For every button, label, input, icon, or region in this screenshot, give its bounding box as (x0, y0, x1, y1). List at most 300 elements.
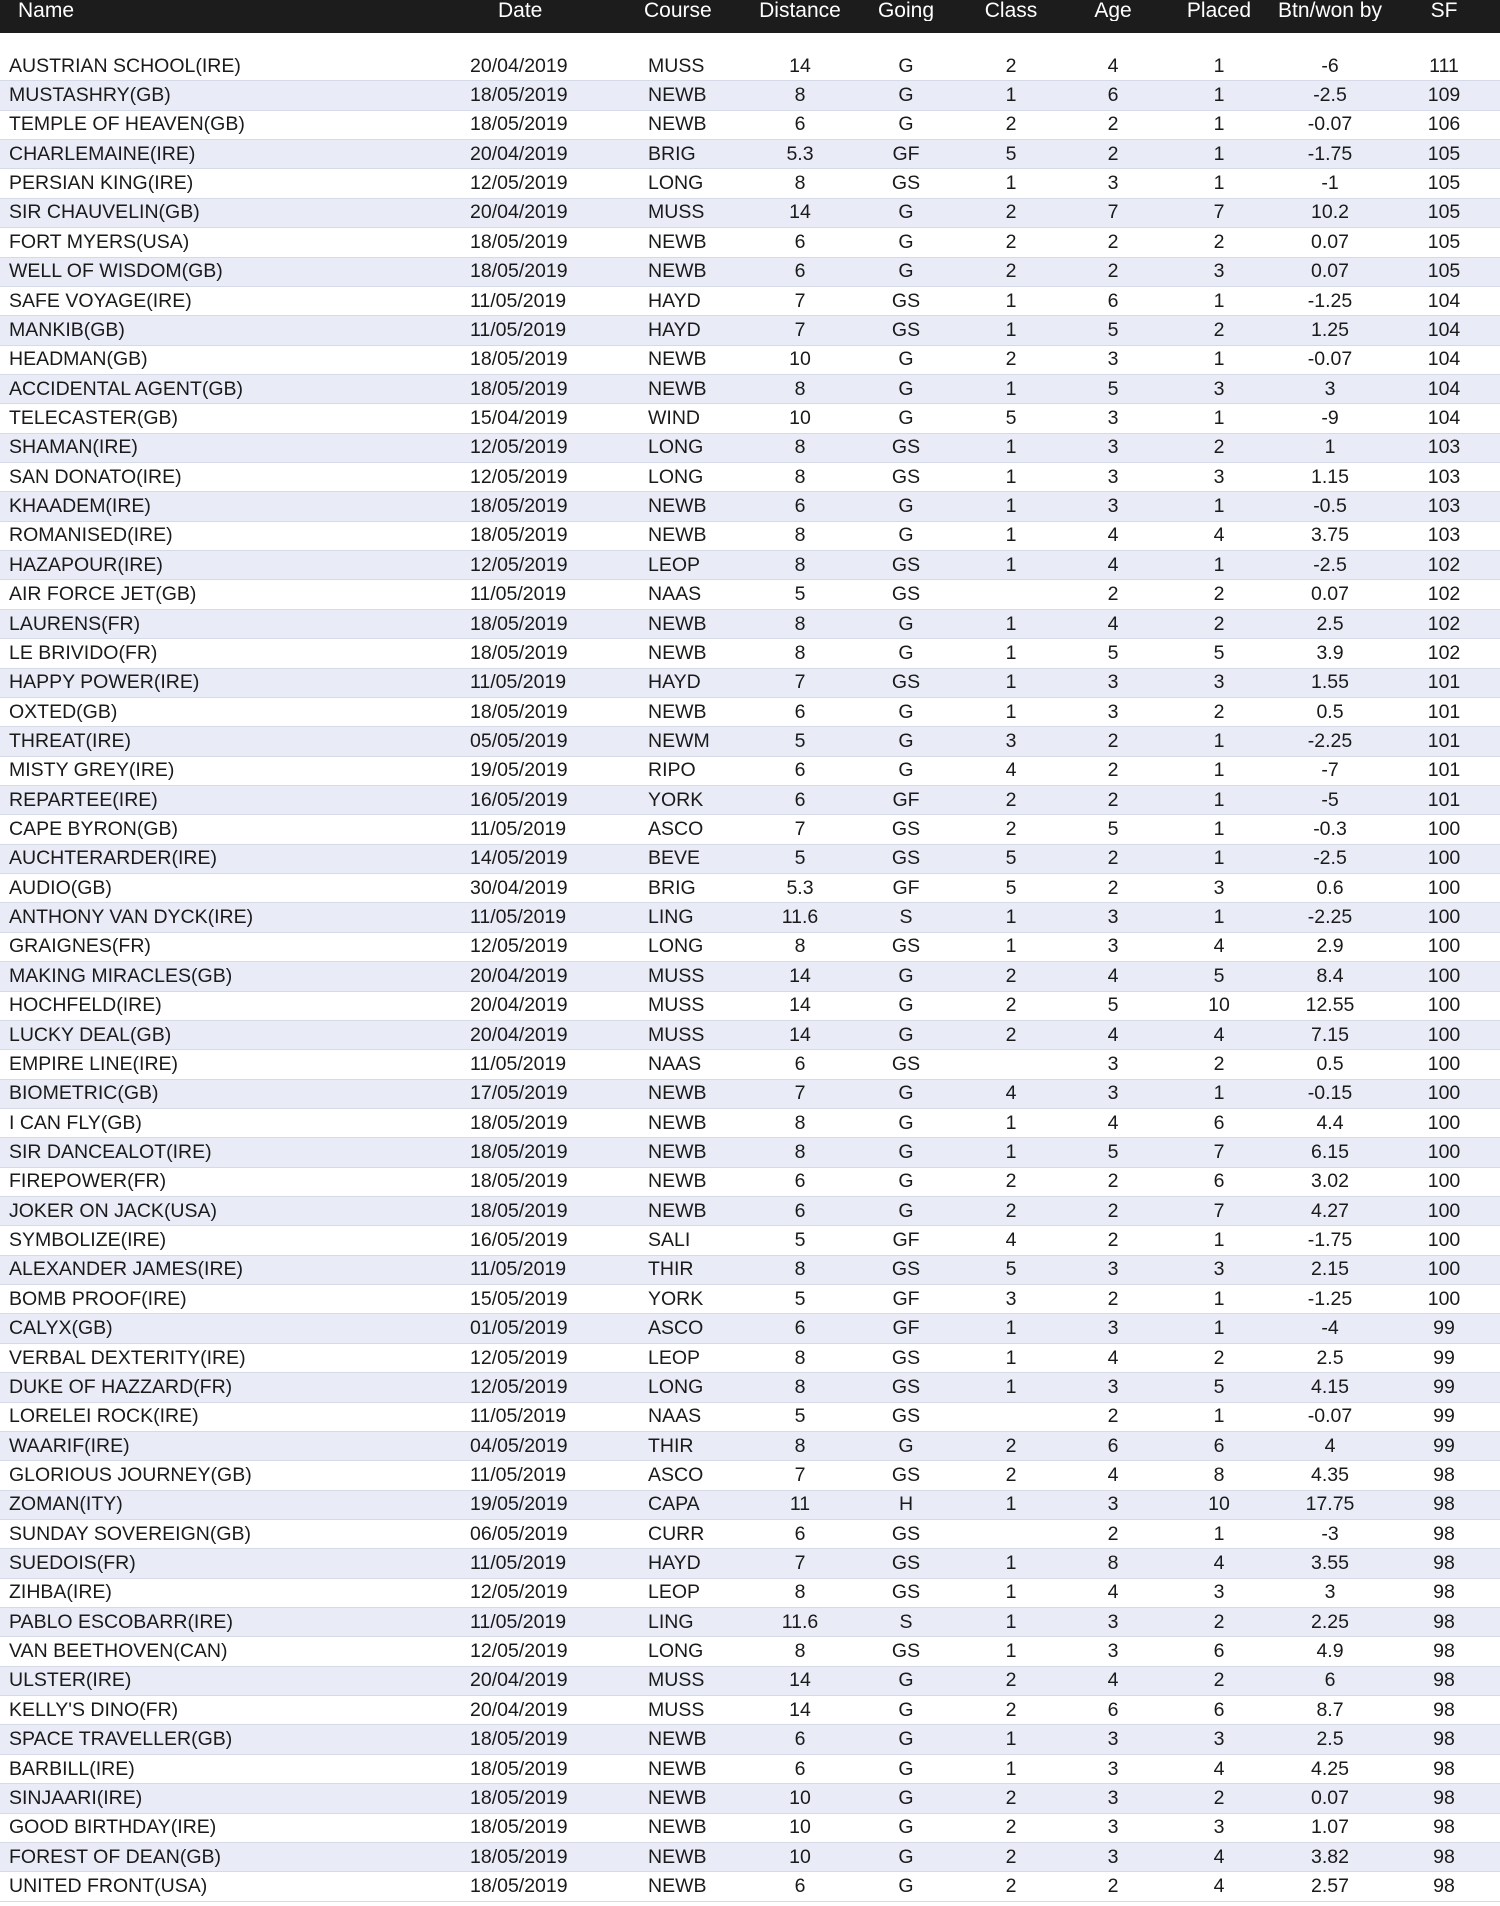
cell-class: 2 (1005, 201, 1017, 224)
cell-going: GS (891, 935, 921, 958)
cell-course: BRIG (648, 876, 696, 899)
cell-name: SHAMAN(IRE) (9, 436, 138, 459)
cell-placed: 1 (1213, 407, 1225, 429)
cell-class: 1 (1005, 495, 1017, 518)
cell-placed: 1 (1213, 847, 1225, 870)
table-row (0, 1403, 1500, 1432)
table-row (0, 522, 1500, 551)
cell-btn-won-by: 3.55 (1311, 1552, 1349, 1575)
cell-going: GS (891, 553, 921, 576)
cell-name: MUSTASHRY(GB) (9, 84, 171, 107)
cell-name: REPARTEE(IRE) (9, 788, 158, 811)
cell-distance: 5 (794, 1229, 806, 1252)
cell-distance: 8 (794, 1640, 806, 1663)
cell-btn-won-by: -1.75 (1307, 142, 1353, 165)
cell-sf: 100 (1427, 1111, 1461, 1134)
cell-name: CAPE BYRON(GB) (9, 818, 179, 841)
cell-distance: 7 (794, 1552, 806, 1575)
cell-distance: 6 (794, 700, 806, 723)
cell-sf: 98 (1433, 1581, 1455, 1604)
cell-going: G (898, 230, 914, 253)
cell-age: 2 (1107, 847, 1119, 870)
cell-date: 12/05/2019 (470, 465, 568, 488)
table-row (0, 1725, 1500, 1754)
cell-going: GS (891, 847, 921, 870)
cell-distance: 11 (789, 1493, 811, 1516)
cell-btn-won-by: -0.15 (1307, 1082, 1353, 1105)
cell-age: 4 (1107, 1023, 1119, 1046)
cell-going: G (898, 54, 914, 77)
cell-class: 2 (1005, 1669, 1017, 1692)
cell-going: GS (891, 1640, 921, 1663)
cell-distance: 6 (794, 230, 806, 253)
cell-age: 2 (1107, 1287, 1119, 1310)
cell-name: ULSTER(IRE) (9, 1669, 132, 1692)
cell-placed: 3 (1213, 671, 1225, 694)
cell-course: HAYD (648, 1552, 701, 1575)
cell-going: GS (891, 465, 921, 488)
cell-age: 4 (1107, 1581, 1119, 1604)
cell-age: 3 (1107, 1082, 1119, 1105)
column-header-date[interactable]: Date (498, 0, 543, 21)
cell-course: NAAS (648, 1052, 702, 1075)
cell-btn-won-by: -7 (1321, 759, 1339, 782)
cell-placed: 5 (1213, 641, 1225, 664)
cell-class: 2 (1005, 348, 1017, 371)
cell-age: 2 (1107, 1199, 1119, 1222)
cell-course: MUSS (648, 1669, 705, 1692)
table-row (0, 81, 1500, 110)
cell-class: 1 (1005, 377, 1017, 400)
cell-distance: 14 (789, 201, 811, 224)
cell-name: GLORIOUS JOURNEY(GB) (9, 1463, 252, 1486)
cell-course: LING (648, 906, 694, 929)
cell-age: 2 (1107, 142, 1119, 165)
cell-course: NEWB (648, 1874, 707, 1897)
cell-placed: 7 (1213, 1199, 1225, 1222)
cell-name: GOOD BIRTHDAY(IRE) (9, 1816, 217, 1839)
cell-age: 2 (1107, 729, 1119, 752)
cell-btn-won-by: 3.82 (1311, 1845, 1349, 1868)
table-row (0, 1138, 1500, 1167)
cell-class: 1 (1005, 1317, 1017, 1340)
cell-distance: 8 (794, 1434, 806, 1457)
cell-date: 18/05/2019 (470, 1816, 568, 1839)
cell-age: 5 (1107, 377, 1119, 400)
cell-sf: 100 (1427, 847, 1461, 870)
cell-going: GS (891, 1522, 921, 1545)
cell-going: G (898, 1786, 914, 1809)
cell-going: G (898, 407, 914, 429)
cell-sf: 98 (1433, 1786, 1455, 1809)
cell-date: 18/05/2019 (470, 524, 568, 547)
table-row (0, 1491, 1500, 1520)
cell-sf: 100 (1427, 1052, 1461, 1075)
cell-distance: 6 (794, 788, 806, 811)
cell-btn-won-by: 4.9 (1316, 1640, 1344, 1663)
cell-sf: 99 (1433, 1317, 1455, 1340)
cell-name: LE BRIVIDO(FR) (9, 641, 158, 664)
cell-age: 3 (1107, 906, 1119, 929)
cell-age: 5 (1107, 641, 1119, 664)
cell-age: 3 (1107, 700, 1119, 723)
cell-class: 1 (1005, 1581, 1017, 1604)
table-header (0, 0, 1500, 33)
cell-age: 2 (1107, 1405, 1119, 1428)
column-header-name[interactable]: Name (18, 0, 75, 21)
cell-btn-won-by: 2.5 (1316, 1728, 1344, 1751)
cell-course: LEOP (648, 553, 701, 576)
cell-sf: 105 (1427, 230, 1461, 253)
table-row (0, 1226, 1500, 1255)
cell-btn-won-by: 3.02 (1311, 1170, 1349, 1193)
table-row (0, 1461, 1500, 1490)
cell-date: 06/05/2019 (470, 1522, 568, 1545)
cell-name: SUNDAY SOVEREIGN(GB) (9, 1522, 251, 1545)
cell-class: 5 (1005, 1258, 1017, 1281)
cell-placed: 4 (1213, 524, 1225, 547)
table-row (0, 404, 1500, 433)
cell-going: GF (892, 1317, 920, 1340)
cell-placed: 4 (1213, 1874, 1225, 1897)
cell-sf: 99 (1433, 1346, 1455, 1369)
table-row (0, 727, 1500, 756)
table-row (0, 1814, 1500, 1843)
cell-course: NEWB (648, 1082, 707, 1105)
column-header-going[interactable]: Going (877, 0, 935, 21)
cell-age: 2 (1107, 788, 1119, 811)
cell-sf: 104 (1427, 289, 1461, 312)
cell-btn-won-by: -0.3 (1313, 818, 1347, 841)
cell-class: 1 (1005, 1552, 1017, 1575)
cell-sf: 98 (1433, 1522, 1455, 1545)
cell-going: G (898, 84, 914, 107)
cell-date: 18/05/2019 (470, 84, 568, 107)
cell-age: 3 (1107, 1728, 1119, 1751)
cell-going: G (898, 201, 914, 224)
cell-age: 8 (1107, 1552, 1119, 1575)
cell-btn-won-by: 4.25 (1311, 1757, 1349, 1780)
cell-btn-won-by: 1.55 (1311, 671, 1349, 694)
cell-name: JOKER ON JACK(USA) (9, 1199, 218, 1222)
cell-distance: 8 (794, 1375, 806, 1398)
cell-placed: 4 (1213, 1023, 1225, 1046)
column-header-btn-won-by[interactable]: Btn/won by (1278, 0, 1382, 21)
cell-age: 2 (1107, 1522, 1119, 1545)
cell-sf: 100 (1427, 1229, 1461, 1252)
cell-distance: 7 (794, 1082, 806, 1105)
cell-btn-won-by: 2.9 (1316, 935, 1344, 958)
cell-name: MISTY GREY(IRE) (9, 759, 175, 782)
cell-distance: 11.6 (781, 906, 819, 929)
cell-date: 18/05/2019 (470, 641, 568, 664)
cell-class: 2 (1005, 994, 1017, 1017)
cell-distance: 5.3 (786, 142, 814, 165)
cell-course: HAYD (648, 671, 701, 694)
cell-date: 12/05/2019 (470, 436, 568, 459)
cell-distance: 8 (794, 1258, 806, 1281)
column-header-placed[interactable]: Placed (1186, 0, 1252, 21)
cell-distance: 6 (794, 1052, 806, 1075)
cell-going: G (898, 1757, 914, 1780)
cell-name: HOCHFELD(IRE) (9, 994, 162, 1017)
cell-distance: 8 (794, 1581, 806, 1604)
cell-btn-won-by: -9 (1321, 407, 1339, 429)
cell-date: 20/04/2019 (470, 201, 568, 224)
cell-class: 1 (1005, 436, 1017, 459)
cell-going: GS (891, 1052, 921, 1075)
cell-sf: 100 (1427, 935, 1461, 958)
cell-class: 1 (1005, 289, 1017, 312)
cell-distance: 7 (794, 671, 806, 694)
cell-going: G (898, 1874, 914, 1897)
cell-distance: 6 (794, 1522, 806, 1545)
cell-going: G (898, 1669, 914, 1692)
cell-distance: 14 (789, 964, 811, 987)
cell-sf: 105 (1427, 142, 1461, 165)
cell-distance: 7 (794, 289, 806, 312)
cell-class: 1 (1005, 700, 1017, 723)
cell-date: 17/05/2019 (470, 1082, 568, 1105)
cell-sf: 100 (1427, 1199, 1461, 1222)
cell-date: 12/05/2019 (470, 553, 568, 576)
cell-sf: 98 (1433, 1845, 1455, 1868)
cell-distance: 14 (789, 1023, 811, 1046)
cell-age: 3 (1107, 495, 1119, 518)
cell-name: GRAIGNES(FR) (9, 935, 151, 958)
cell-course: NEWB (648, 524, 707, 547)
cell-distance: 8 (794, 553, 806, 576)
cell-date: 18/05/2019 (470, 260, 568, 283)
cell-date: 11/05/2019 (470, 1258, 567, 1281)
cell-going: GS (891, 172, 921, 195)
cell-btn-won-by: -0.07 (1307, 1405, 1353, 1428)
cell-distance: 6 (794, 759, 806, 782)
cell-sf: 104 (1427, 348, 1461, 371)
cell-placed: 1 (1213, 1082, 1225, 1105)
cell-course: THIR (648, 1434, 694, 1457)
cell-class: 3 (1005, 1287, 1017, 1310)
cell-age: 3 (1107, 1786, 1119, 1809)
cell-course: NEWB (648, 1111, 707, 1134)
cell-distance: 5 (794, 729, 806, 752)
cell-name: AUCHTERARDER(IRE) (9, 847, 218, 870)
cell-date: 18/05/2019 (470, 1786, 568, 1809)
cell-btn-won-by: -6 (1321, 54, 1339, 77)
cell-btn-won-by: -1.75 (1307, 1229, 1353, 1252)
cell-class: 1 (1005, 1111, 1017, 1134)
cell-going: G (898, 113, 914, 136)
cell-going: GF (892, 142, 920, 165)
cell-placed: 1 (1213, 906, 1225, 929)
cell-course: NEWB (648, 700, 707, 723)
cell-btn-won-by: 4 (1324, 1434, 1336, 1457)
cell-class: 1 (1005, 641, 1017, 664)
cell-btn-won-by: -1.25 (1307, 289, 1353, 312)
cell-btn-won-by: -1 (1321, 172, 1339, 195)
table-row (0, 1285, 1500, 1314)
cell-sf: 98 (1433, 1493, 1455, 1516)
cell-name: WAARIF(IRE) (9, 1434, 130, 1457)
column-header-distance[interactable]: Distance (759, 0, 841, 21)
column-header-class[interactable]: Class (984, 0, 1038, 21)
cell-placed: 1 (1213, 289, 1225, 312)
cell-placed: 1 (1213, 818, 1225, 841)
cell-class: 4 (1005, 1082, 1017, 1105)
table-row (0, 1872, 1500, 1901)
cell-age: 4 (1107, 553, 1119, 576)
table-row (0, 815, 1500, 844)
cell-btn-won-by: 4.15 (1311, 1375, 1349, 1398)
table-row (0, 375, 1500, 404)
cell-class: 5 (1005, 142, 1017, 165)
cell-course: NEWB (648, 84, 707, 107)
cell-course: MUSS (648, 1698, 705, 1721)
column-header-age[interactable]: Age (1094, 0, 1132, 21)
cell-course: RIPO (648, 759, 696, 782)
cell-sf: 101 (1427, 759, 1461, 782)
cell-course: THIR (648, 1258, 694, 1281)
column-header-sf[interactable]: SF (1430, 0, 1458, 21)
cell-placed: 4 (1213, 1552, 1225, 1575)
cell-btn-won-by: -0.07 (1307, 348, 1353, 371)
cell-going: GS (891, 1405, 921, 1428)
cell-date: 14/05/2019 (470, 847, 568, 870)
cell-sf: 101 (1427, 671, 1461, 694)
cell-going: GS (891, 671, 921, 694)
cell-distance: 8 (794, 465, 806, 488)
cell-course: NEWB (648, 612, 707, 635)
cell-name: UNITED FRONT(USA) (9, 1874, 208, 1897)
cell-distance: 10 (789, 1845, 811, 1868)
cell-placed: 7 (1213, 1140, 1225, 1163)
cell-distance: 6 (794, 1199, 806, 1222)
cell-sf: 99 (1433, 1434, 1455, 1457)
cell-name: SIR CHAUVELIN(GB) (9, 201, 200, 224)
cell-age: 2 (1107, 583, 1119, 606)
cell-distance: 14 (789, 1669, 811, 1692)
cell-placed: 6 (1213, 1434, 1225, 1457)
cell-course: NEWB (648, 1845, 707, 1868)
table-row (0, 1579, 1500, 1608)
cell-class: 4 (1005, 1229, 1017, 1252)
table-row (0, 199, 1500, 228)
cell-age: 4 (1107, 964, 1119, 987)
cell-btn-won-by: -1.25 (1307, 1287, 1353, 1310)
cell-going: GS (891, 1346, 921, 1369)
cell-name: HAZAPOUR(IRE) (9, 553, 163, 576)
cell-btn-won-by: 1.07 (1311, 1816, 1349, 1839)
cell-name: FIREPOWER(FR) (9, 1170, 167, 1193)
cell-date: 11/05/2019 (470, 1463, 567, 1486)
cell-course: ASCO (648, 1463, 704, 1486)
cell-distance: 6 (794, 1170, 806, 1193)
cell-btn-won-by: 10.2 (1311, 201, 1349, 224)
cell-course: NEWB (648, 348, 707, 371)
cell-going: G (898, 612, 914, 635)
cell-going: GS (891, 436, 921, 459)
cell-distance: 14 (789, 54, 811, 77)
cell-date: 05/05/2019 (470, 729, 568, 752)
cell-btn-won-by: 2.25 (1311, 1610, 1349, 1633)
cell-sf: 100 (1427, 1023, 1461, 1046)
cell-class: 1 (1005, 1140, 1017, 1163)
cell-name: OXTED(GB) (9, 700, 118, 723)
cell-class: 1 (1005, 172, 1017, 195)
cell-distance: 10 (789, 407, 811, 429)
cell-course: NEWB (648, 1757, 707, 1780)
cell-class: 1 (1005, 1493, 1017, 1516)
table-row (0, 1520, 1500, 1549)
cell-date: 18/05/2019 (470, 1170, 568, 1193)
cell-btn-won-by: 2.57 (1311, 1874, 1349, 1897)
cell-age: 5 (1107, 1140, 1119, 1163)
table-row (0, 1050, 1500, 1079)
cell-age: 6 (1107, 84, 1119, 107)
cell-class: 2 (1005, 54, 1017, 77)
cell-date: 20/04/2019 (470, 994, 568, 1017)
cell-course: NEWB (648, 1170, 707, 1193)
cell-course: NEWB (648, 1786, 707, 1809)
cell-placed: 1 (1213, 142, 1225, 165)
cell-class: 5 (1005, 876, 1017, 899)
cell-course: WIND (648, 407, 700, 429)
cell-date: 15/04/2019 (470, 407, 568, 429)
cell-going: GF (892, 876, 920, 899)
cell-class: 1 (1005, 935, 1017, 958)
cell-placed: 1 (1213, 113, 1225, 136)
cell-class: 2 (1005, 1786, 1017, 1809)
cell-placed: 4 (1213, 1757, 1225, 1780)
cell-course: NEWB (648, 495, 707, 518)
cell-distance: 5 (794, 1405, 806, 1428)
cell-going: G (898, 524, 914, 547)
cell-age: 3 (1107, 1052, 1119, 1075)
cell-distance: 5 (794, 583, 806, 606)
cell-btn-won-by: -2.5 (1313, 84, 1347, 107)
cell-name: ACCIDENTAL AGENT(GB) (9, 377, 244, 400)
cell-name: SIR DANCEALOT(IRE) (9, 1140, 212, 1163)
cell-btn-won-by: -2.5 (1313, 553, 1347, 576)
cell-age: 3 (1107, 1493, 1119, 1516)
table-row (0, 610, 1500, 639)
cell-course: NEWB (648, 230, 707, 253)
cell-name: AUSTRIAN SCHOOL(IRE) (9, 54, 241, 77)
cell-placed: 3 (1213, 465, 1225, 488)
cell-btn-won-by: 1.25 (1311, 318, 1349, 341)
cell-btn-won-by: -2.25 (1307, 729, 1353, 752)
table-row (0, 1784, 1500, 1813)
cell-distance: 6 (794, 1757, 806, 1780)
cell-name: HEADMAN(GB) (9, 348, 148, 371)
table-row (0, 903, 1500, 932)
cell-date: 12/05/2019 (470, 1375, 568, 1398)
column-header-course[interactable]: Course (644, 0, 712, 21)
cell-name: ZIHBA(IRE) (9, 1581, 112, 1604)
cell-sf: 103 (1427, 524, 1461, 547)
cell-age: 3 (1107, 172, 1119, 195)
cell-name: CHARLEMAINE(IRE) (9, 142, 196, 165)
cell-placed: 3 (1213, 1258, 1225, 1281)
cell-sf: 105 (1427, 172, 1461, 195)
cell-placed: 1 (1213, 348, 1225, 371)
cell-btn-won-by: 12.55 (1305, 994, 1355, 1017)
cell-sf: 102 (1427, 612, 1461, 635)
cell-sf: 104 (1427, 318, 1461, 341)
cell-distance: 6 (794, 495, 806, 518)
cell-sf: 106 (1427, 113, 1461, 136)
cell-distance: 5 (794, 847, 806, 870)
